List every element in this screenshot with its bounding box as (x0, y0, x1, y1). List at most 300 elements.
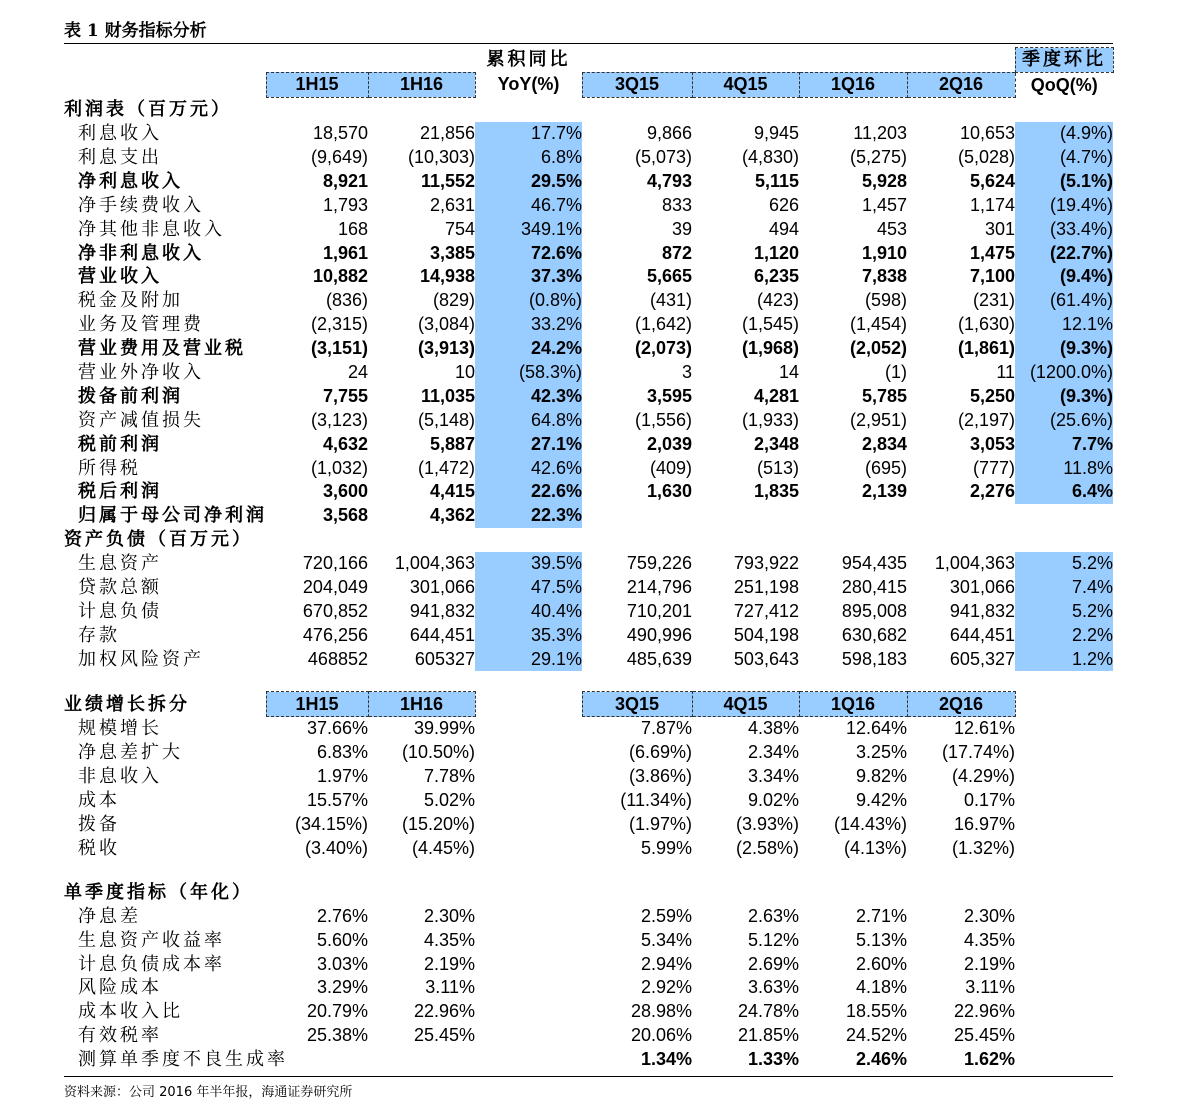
table-row (64, 480, 1113, 504)
cell-value: 5,115 (754, 170, 799, 191)
cell-value: 2,631 (429, 194, 475, 215)
table-row (64, 384, 1113, 408)
cell-value: 504,198 (733, 624, 799, 645)
cell-value: 468852 (307, 648, 368, 669)
cell-value: 4.35% (423, 929, 475, 950)
cell-value: 16.97% (953, 814, 1015, 835)
cell-value: 598,183 (841, 648, 907, 669)
cell-value (582, 504, 692, 528)
cell-value: (1.32%) (951, 837, 1015, 858)
cell-value: 5.13% (855, 929, 907, 950)
cell-value: 251,198 (733, 577, 799, 598)
cell-value: 4,415 (429, 481, 475, 502)
cell-value: 204,049 (302, 577, 368, 598)
cell-value: 7.7% (1015, 432, 1113, 456)
cell-value: 6.4% (1015, 480, 1113, 504)
cell-value: (1,032) (310, 457, 368, 478)
cell-value: 2.69% (747, 953, 799, 974)
table-row (64, 1048, 1113, 1072)
section-title: 业绩增长拆分 (64, 693, 190, 715)
cell-value: (1,861) (957, 338, 1015, 359)
cell-value: 11 (996, 362, 1015, 383)
cell-value: 301,066 (949, 577, 1015, 598)
table-row (64, 647, 1113, 671)
cell-value: 1,630 (646, 481, 692, 502)
cell-value: (2,951) (849, 409, 907, 430)
cell-value: 727,412 (733, 600, 799, 621)
cell-value: 485,639 (626, 648, 692, 669)
row-label: 净非利息收入 (78, 242, 204, 264)
cell-value: 25.38% (306, 1025, 368, 1046)
cell-value: 872 (661, 242, 692, 263)
cell-value: 64.8% (475, 408, 582, 432)
cell-value: 626 (768, 194, 799, 215)
cell-value: 941,832 (949, 600, 1015, 621)
cell-value: 9.42% (855, 790, 907, 811)
cell-value: (1,630) (957, 314, 1015, 335)
cell-value: 29.5% (475, 169, 582, 193)
cell-value: 7.87% (640, 718, 692, 739)
table-row (64, 1024, 1113, 1048)
cell-value: 605327 (414, 648, 475, 669)
cell-value: (598) (864, 290, 907, 311)
cell-value: 18,570 (312, 123, 368, 144)
cell-value: (15.20%) (401, 814, 475, 835)
cell-value: (2.58%) (735, 837, 799, 858)
cell-value: 605,327 (949, 648, 1015, 669)
cell-value: 503,643 (733, 648, 799, 669)
cell-value: 24.78% (737, 1001, 799, 1022)
cell-value: 1,910 (861, 242, 907, 263)
cell-value: 2.30% (963, 905, 1015, 926)
col-header: YoY(%) (497, 74, 560, 95)
cell-value: (3.86%) (628, 766, 692, 787)
cell-value: 2.94% (640, 953, 692, 974)
table-row (64, 146, 1113, 170)
cell-value: 12.61% (953, 718, 1015, 739)
cell-value: 4.35% (963, 929, 1015, 950)
table-row (64, 241, 1113, 265)
cell-value: 1.34% (640, 1049, 692, 1070)
col-header: 4Q15 (692, 692, 799, 717)
cell-value: 40.4% (475, 599, 582, 623)
cell-value: (3,913) (417, 338, 475, 359)
cell-value (1015, 504, 1113, 528)
financial-indicator-table (64, 47, 1114, 1072)
cell-value: (4.7%) (1015, 146, 1113, 170)
cell-value: 1.2% (1015, 647, 1113, 671)
row-label: 加权风险资产 (78, 648, 204, 670)
cell-value: 6,235 (753, 266, 799, 287)
caption-row (64, 48, 1113, 73)
cell-value: 3.34% (747, 766, 799, 787)
cell-value: 11.8% (1015, 456, 1113, 480)
table-title: 表 1 财务指标分析 (64, 21, 207, 41)
cell-value: (34.15%) (294, 814, 368, 835)
cell-value: 27.1% (475, 432, 582, 456)
cell-value: 3,595 (646, 385, 692, 406)
cell-value: (58.3%) (475, 361, 582, 385)
cell-value: 5.34% (640, 929, 692, 950)
cell-value: 39 (671, 218, 692, 239)
cell-value: (777) (972, 457, 1015, 478)
row-label: 资产减值损失 (78, 409, 204, 431)
cell-value: (3,151) (310, 338, 368, 359)
row-label: 利息收入 (78, 123, 162, 145)
cell-value: 14,938 (419, 266, 475, 287)
quarter-caption: 季度环比 (1015, 48, 1113, 73)
cell-value: 10,653 (959, 123, 1015, 144)
cell-value: 7.78% (423, 766, 475, 787)
cell-value: (1,454) (849, 314, 907, 335)
cell-value: 644,451 (949, 624, 1015, 645)
cell-value: 22.96% (953, 1001, 1015, 1022)
cell-value: 12.1% (1015, 313, 1113, 337)
col-header: QoQ(%) (1030, 74, 1098, 95)
cell-value: (9.3%) (1015, 337, 1113, 361)
cell-value: (22.7%) (1015, 241, 1113, 265)
cell-value: 47.5% (475, 576, 582, 600)
cell-value: 37.66% (306, 718, 368, 739)
spacer-row (64, 671, 1113, 692)
cell-value: (1,642) (634, 314, 692, 335)
cell-value: (231) (972, 290, 1015, 311)
cell-value: (3.40%) (304, 837, 368, 858)
row-label: 营业外净收入 (78, 362, 204, 384)
table-row (64, 789, 1113, 813)
cell-value: 2.19% (963, 953, 1015, 974)
section-title: 资产负债（百万元） (64, 529, 253, 551)
cell-value: 280,415 (841, 577, 907, 598)
cell-value: 21.85% (737, 1025, 799, 1046)
table-row (64, 837, 1113, 861)
cell-value: (33.4%) (1015, 217, 1113, 241)
cell-value: 25.45% (953, 1025, 1015, 1046)
cell-value: 630,682 (841, 624, 907, 645)
cell-value: 20.79% (306, 1001, 368, 1022)
row-label: 测算单季度不良生成率 (78, 1049, 288, 1071)
cell-value: 1,793 (322, 194, 368, 215)
cell-value: 20.06% (630, 1025, 692, 1046)
cell-value: 4.18% (855, 977, 907, 998)
cell-value: 5.2% (1015, 552, 1113, 576)
cell-value: 72.6% (475, 241, 582, 265)
cell-value: (1,472) (417, 457, 475, 478)
cell-value: 1.97% (316, 766, 368, 787)
cell-value: (0.8%) (475, 289, 582, 313)
cell-value: 941,832 (409, 600, 475, 621)
table-row (64, 576, 1113, 600)
col-header: 1H15 (266, 692, 368, 717)
cell-value: 644,451 (409, 624, 475, 645)
row-label: 利息支出 (78, 147, 162, 168)
cell-value: 954,435 (841, 553, 907, 574)
cell-value: 35.3% (475, 623, 582, 647)
cell-value: 46.7% (475, 193, 582, 217)
cell-value: 3,385 (429, 242, 475, 263)
table-row (64, 289, 1113, 313)
cell-value: 1,475 (969, 242, 1015, 263)
cell-value: 42.6% (475, 456, 582, 480)
cell-value: 10 (454, 362, 475, 383)
cell-value: (14.43%) (833, 814, 907, 835)
table-row (64, 599, 1113, 623)
row-label: 所得税 (78, 457, 141, 479)
cell-value: 15.57% (306, 790, 368, 811)
cell-value: 5,624 (969, 170, 1015, 191)
cell-value: 2.30% (423, 905, 475, 926)
cell-value: 2,276 (969, 481, 1015, 502)
row-label: 风险成本 (78, 977, 162, 999)
cell-value: 4,793 (646, 170, 692, 191)
cell-value: 22.96% (413, 1001, 475, 1022)
cell-value: 5,887 (429, 433, 475, 454)
table-row (64, 169, 1113, 193)
cell-value: 2.19% (423, 953, 475, 974)
row-label: 营业费用及营业税 (78, 338, 246, 360)
table-row (64, 337, 1113, 361)
table-row (64, 741, 1113, 765)
table-row (64, 504, 1113, 528)
col-header: 2Q16 (907, 692, 1015, 717)
cell-value: 1.33% (747, 1049, 799, 1070)
row-label: 生息资产 (78, 553, 162, 575)
cell-value: 5,250 (969, 385, 1015, 406)
cell-value: 6.83% (316, 742, 368, 763)
cell-value: 11,203 (853, 123, 907, 144)
table-row (64, 623, 1113, 647)
cell-value: 5,785 (861, 385, 907, 406)
row-label: 净手续费收入 (78, 194, 204, 216)
cell-value: 710,201 (626, 600, 692, 621)
cell-value: 7,838 (861, 266, 907, 287)
cell-value: 754 (444, 218, 475, 239)
col-header: 1H16 (368, 692, 475, 717)
row-label: 营业收入 (78, 266, 162, 288)
cell-value: 29.1% (475, 647, 582, 671)
cell-value: (431) (649, 290, 692, 311)
table-row (64, 265, 1113, 289)
cell-value: 3,600 (322, 481, 368, 502)
cell-value: (4.13%) (843, 837, 907, 858)
row-label: 税收 (78, 837, 120, 859)
table-row (64, 217, 1113, 241)
table-row (64, 928, 1113, 952)
cell-value: 42.3% (475, 384, 582, 408)
cell-value: (1,556) (634, 409, 692, 430)
cell-value: (5,148) (417, 409, 475, 430)
cell-value: 453 (876, 218, 907, 239)
row-label: 计息负债成本率 (78, 953, 225, 975)
section-heading (64, 528, 1113, 552)
cell-value: 2.46% (855, 1049, 907, 1070)
cell-value: 670,852 (302, 600, 368, 621)
cell-value: (25.6%) (1015, 408, 1113, 432)
cell-value: 7,755 (322, 385, 368, 406)
section-heading (64, 880, 1113, 904)
table-row (64, 361, 1113, 385)
cell-value: 895,008 (841, 600, 907, 621)
cell-value: 214,796 (626, 577, 692, 598)
cell-value: 9.02% (747, 790, 799, 811)
cell-value (692, 504, 799, 528)
cell-value: 14 (778, 362, 799, 383)
row-label: 净息差扩大 (78, 742, 183, 764)
cell-value: 2.63% (747, 905, 799, 926)
cell-value: (4,830) (741, 147, 799, 167)
cell-value: 349.1% (475, 217, 582, 241)
cell-value (907, 504, 1015, 528)
cell-value: 2,039 (646, 433, 692, 454)
cell-value: 301 (984, 218, 1015, 239)
growth-header-row (64, 692, 1113, 717)
cell-value: 3.29% (316, 977, 368, 998)
cell-value: 1,961 (322, 242, 368, 263)
cell-value: (9.3%) (1015, 384, 1113, 408)
cell-value: (9,649) (310, 147, 368, 167)
cell-value: 6.8% (475, 146, 582, 170)
cell-value: 2.76% (316, 905, 368, 926)
cell-value: (829) (432, 290, 475, 311)
cell-value: (836) (325, 290, 368, 311)
row-label: 净息差 (78, 905, 141, 927)
cell-value: 759,226 (626, 553, 692, 574)
cell-value: 2,834 (861, 433, 907, 454)
table-row (64, 1000, 1113, 1024)
cell-value: 9.82% (855, 766, 907, 787)
cell-value: 8,921 (322, 170, 368, 191)
row-label: 拨备 (78, 814, 120, 836)
cell-value: 1,835 (753, 481, 799, 502)
table-row (64, 952, 1113, 976)
cell-value: (3,084) (417, 314, 475, 335)
cell-value: 3 (681, 362, 692, 383)
col-header: 4Q15 (692, 72, 799, 97)
cell-value: 39.5% (475, 552, 582, 576)
cell-value: (2,052) (849, 338, 907, 359)
table-row (64, 432, 1113, 456)
row-label: 税后利润 (78, 481, 162, 503)
title-rule (64, 43, 1113, 44)
cell-value: 793,922 (733, 553, 799, 574)
header-row (64, 72, 1113, 97)
cell-value: (423) (756, 290, 799, 311)
row-label: 净其他非息收入 (78, 218, 225, 240)
cell-value: 11,552 (420, 170, 475, 191)
cell-value: (4.9%) (1015, 122, 1113, 146)
row-label: 成本收入比 (78, 1001, 183, 1023)
table-row (64, 193, 1113, 217)
cell-value: 28.98% (630, 1001, 692, 1022)
bottom-rule (64, 1076, 1113, 1077)
cell-value: 5.02% (423, 790, 475, 811)
row-label: 税金及附加 (78, 290, 183, 312)
cell-value: 4,281 (753, 385, 799, 406)
cell-value: 1.62% (963, 1049, 1015, 1070)
cell-value: (61.4%) (1015, 289, 1113, 313)
row-label: 规模增长 (78, 718, 162, 740)
cell-value: 33.2% (475, 313, 582, 337)
row-label: 税前利润 (78, 433, 162, 455)
cell-value: 5.99% (640, 837, 692, 858)
cell-value: 7.4% (1015, 576, 1113, 600)
row-label: 贷款总额 (78, 577, 162, 599)
cell-value: 0.17% (963, 790, 1015, 811)
table-row (64, 122, 1113, 146)
cell-value: 4,632 (322, 433, 368, 454)
cell-value: 3,053 (969, 433, 1015, 454)
cell-value: 17.7% (475, 122, 582, 146)
cell-value: (1200.0%) (1015, 361, 1113, 385)
cell-value: 2,139 (861, 481, 907, 502)
cell-value: 833 (661, 194, 692, 215)
cell-value: 5,928 (861, 170, 907, 191)
cell-value: (409) (649, 457, 692, 478)
cell-value: 18.55% (845, 1001, 907, 1022)
cell-value: 24 (347, 362, 368, 383)
cell-value: 12.64% (845, 718, 907, 739)
row-label: 归属于母公司净利润 (78, 505, 267, 527)
row-label: 生息资产收益率 (78, 929, 225, 951)
table-row (64, 976, 1113, 1000)
cell-value: 3.25% (855, 742, 907, 763)
cell-value: 24.52% (845, 1025, 907, 1046)
cell-value: 9,866 (646, 123, 692, 144)
cell-value: (19.4%) (1015, 193, 1113, 217)
cell-value: 1,174 (969, 194, 1015, 215)
cell-value: 1,004,363 (394, 553, 475, 574)
cell-value: 3.03% (316, 953, 368, 974)
cell-value: 2.92% (640, 977, 692, 998)
cell-value: (1.97%) (628, 814, 692, 835)
cell-value: 168 (337, 218, 368, 239)
cell-value: (3.93%) (735, 814, 799, 835)
cumulative-caption: 累积同比 (486, 49, 571, 71)
spacer-row (64, 860, 1113, 880)
col-header: 3Q15 (582, 72, 692, 97)
cell-value: 494 (768, 218, 799, 239)
cell-value: 4,362 (429, 505, 475, 526)
cell-value: (1,968) (741, 338, 799, 359)
cell-value: 21,856 (419, 123, 475, 144)
table-row (64, 717, 1113, 741)
cell-value: 3.11% (425, 977, 475, 998)
cell-value: (17.74%) (941, 742, 1015, 763)
cell-value: (5,073) (634, 147, 692, 167)
cell-value: 9,945 (753, 123, 799, 144)
cell-value: (5.1%) (1015, 169, 1113, 193)
cell-value: 3.63% (747, 977, 799, 998)
section-heading (64, 97, 1113, 121)
cell-value: 10,882 (312, 266, 368, 287)
cell-value: (5,028) (957, 147, 1015, 167)
cell-value: (513) (756, 457, 799, 478)
cell-value: (3,123) (310, 409, 368, 430)
cell-value: 37.3% (475, 265, 582, 289)
table-row (64, 904, 1113, 928)
row-label: 净利息收入 (78, 170, 183, 192)
table-row (64, 765, 1113, 789)
cell-value: 39.99% (413, 718, 475, 739)
cell-value: 4.38% (747, 718, 799, 739)
cell-value: 2,348 (753, 433, 799, 454)
cell-value (368, 1048, 475, 1072)
cell-value: (10,303) (407, 147, 475, 167)
col-header: 2Q16 (907, 72, 1015, 97)
cell-value: (4.29%) (951, 766, 1015, 787)
cell-value: (1) (885, 362, 907, 383)
cell-value: (9.4%) (1015, 265, 1113, 289)
